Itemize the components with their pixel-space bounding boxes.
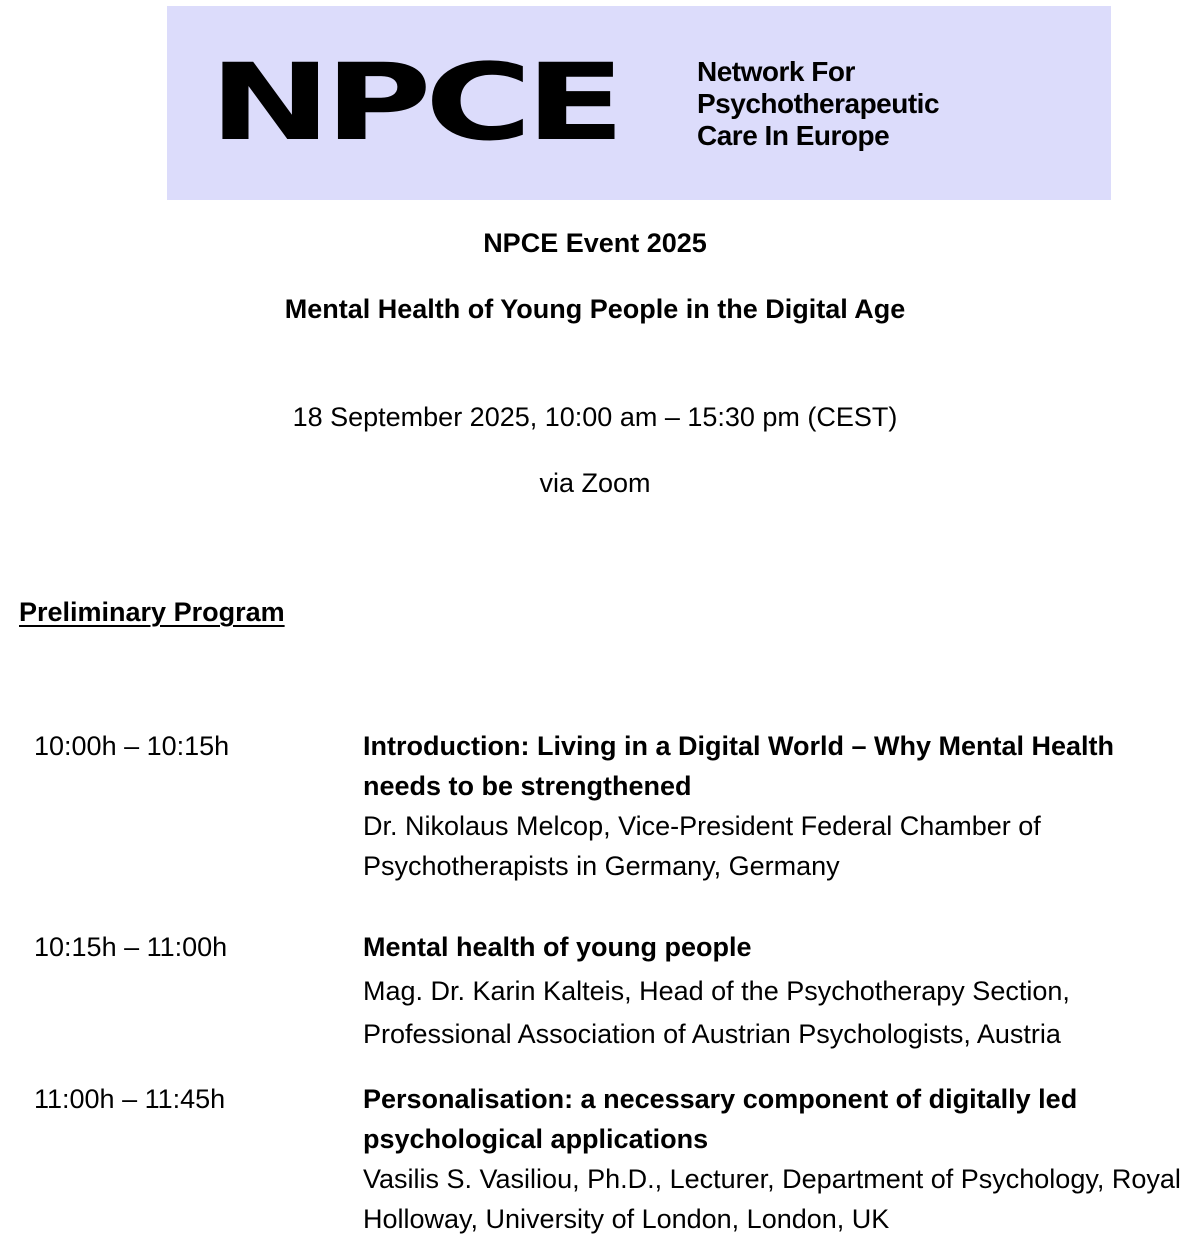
agenda-time: 10:00h – 10:15h xyxy=(34,731,230,761)
agenda-speaker: Dr. Nikolaus Melcop, Vice-President Federal Chamber of Psychotherapists in Germany, Germany xyxy=(363,811,1041,881)
event-venue: via Zoom xyxy=(539,468,651,498)
event-name: NPCE Event 2025 xyxy=(483,228,707,258)
event-datetime: 18 September 2025, 10:00 am – 15:30 pm (CEST) xyxy=(292,402,898,432)
agenda-title: Mental health of young people xyxy=(363,932,752,962)
program-heading: Preliminary Program xyxy=(19,597,285,627)
agenda-title: Introduction: Living in a Digital World – Why Mental Health needs to be strengthened xyxy=(363,731,1115,801)
agenda-body xyxy=(363,726,1185,886)
npce-logo-banner xyxy=(167,6,1111,200)
agenda-title: Personalisation: a necessary component of digitally led psychological applications xyxy=(363,1084,1078,1154)
agenda-body xyxy=(363,1079,1185,1239)
agenda-time: 10:15h – 11:00h xyxy=(34,932,228,962)
npce-logo-tagline xyxy=(697,56,939,152)
logo-tagline-line: Psychotherapeutic xyxy=(697,88,940,119)
logo-tagline-line: Care In Europe xyxy=(697,120,890,151)
agenda-speaker: Vasilis S. Vasiliou, Ph.D., Lecturer, Department of Psychology, Royal Holloway, University of London, London, UK xyxy=(363,1164,1181,1234)
event-title: Mental Health of Young People in the Digital Age xyxy=(284,294,906,324)
npce-logo-mark: NPCE xyxy=(209,41,619,164)
logo-tagline-line: Network For xyxy=(697,56,855,87)
agenda-time: 11:00h – 11:45h xyxy=(34,1084,226,1114)
agenda-body xyxy=(363,927,1185,1056)
agenda-speaker: Mag. Dr. Karin Kalteis, Head of the Psychotherapy Section, Professional Association of Austrian Psychologists, Austria xyxy=(363,976,1070,1049)
